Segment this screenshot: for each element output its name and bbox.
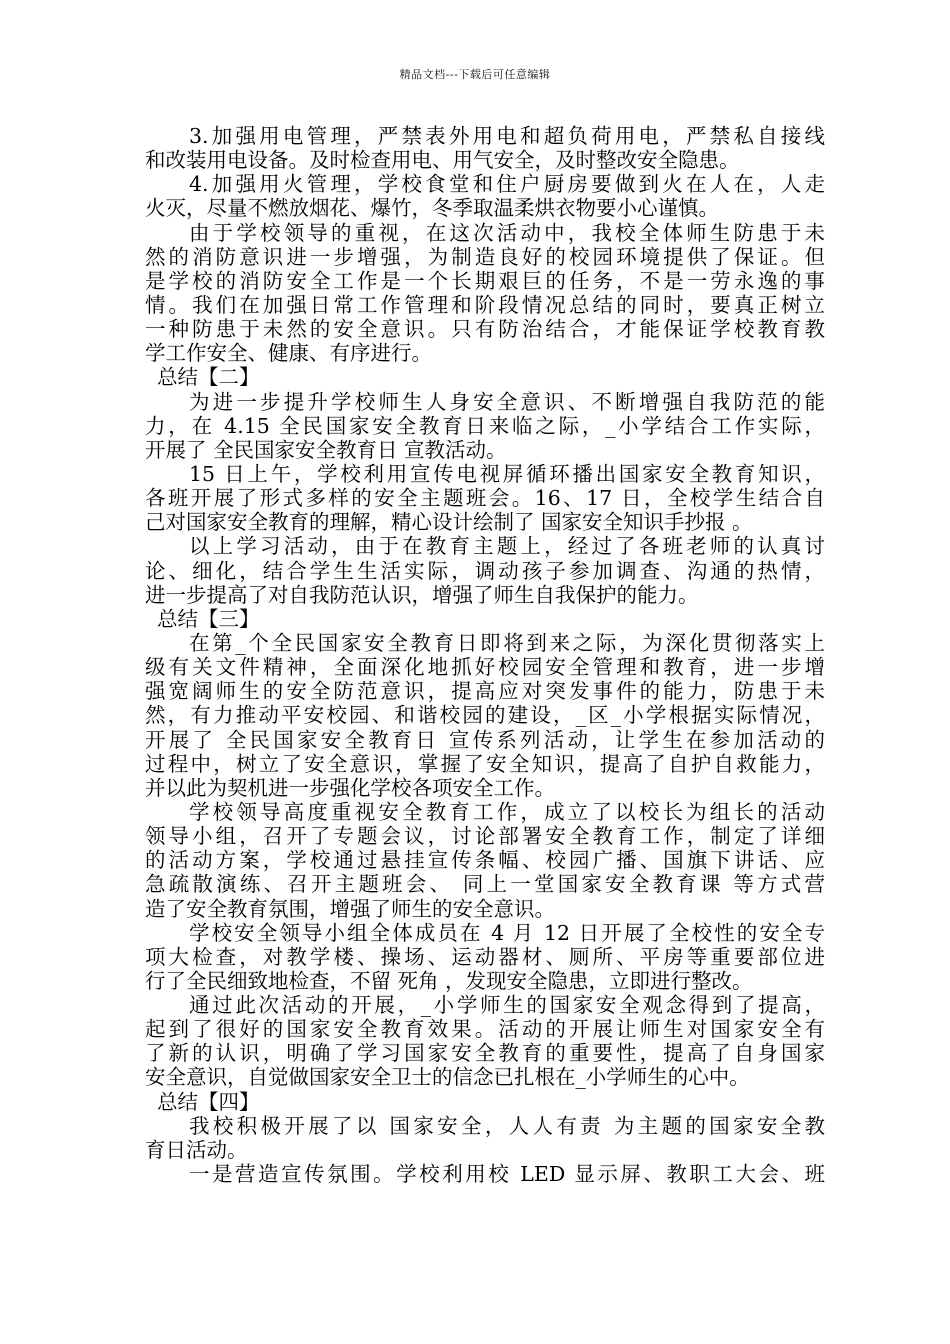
paragraph-line: 开展了 全民国家安全教育日 宣传系列活动，让学生在参加活动的 bbox=[145, 727, 825, 752]
paragraph-line: 安全意识，自觉做国家安全卫士的信念已扎根在_小学师生的心中。 bbox=[145, 1065, 750, 1090]
paragraph-line: 过程中，树立了安全意识，掌握了安全知识，提高了自护自救能力， bbox=[145, 751, 825, 776]
paragraph-line: 和改装用电设备。及时检查用电、用气安全，及时整改安全隐患。 bbox=[145, 148, 740, 173]
paragraph-line: 起到了很好的国家安全教育效果。活动的开展让师生对国家安全有 bbox=[145, 1017, 825, 1042]
paragraph-line: 为进一步提升学校师生人身安全意识、不断增强自我防范的能 bbox=[189, 389, 825, 414]
paragraph-line: 项大检查，对教学楼、操场、运动器材、厕所、平房等重要部位进 bbox=[145, 944, 825, 969]
paragraph-line: 一种防患于未然的安全意识。只有防治结合，才能保证学校教育教 bbox=[145, 317, 825, 342]
paragraph-line: 火灭，尽量不燃放烟花、爆竹，冬季取温柔烘衣物要小心谨慎。 bbox=[145, 196, 719, 221]
paragraph-line: 情。我们在加强日常工作管理和阶段情况总结的同时，要真正树立 bbox=[145, 292, 825, 317]
paragraph-line: 学校安全领导小组全体成员在 4 月 12 日开展了全校性的安全专 bbox=[189, 920, 825, 945]
document-body bbox=[145, 124, 825, 1186]
paragraph-line: 论、细化，结合学生生活实际，调动孩子参加调查、沟通的热情， bbox=[145, 558, 825, 583]
paragraph-line: 造了安全教育氛围，增强了师生的安全意识。 bbox=[145, 896, 555, 921]
paragraph-line: 强宽阔师生的安全防范意识，提高应对突发事件的能力，防患于未 bbox=[145, 679, 825, 704]
paragraph-line: 一是营造宣传氛围。学校利用校 LED 显示屏、教职工大会、班 bbox=[189, 1162, 825, 1187]
paragraph-line: 行了全民细致地检查，不留 死角 ，发现安全隐患，立即进行整改。 bbox=[145, 968, 753, 993]
paragraph-line: 15 日上午，学校利用宣传电视屏循环播出国家安全教育知识， bbox=[189, 461, 825, 486]
paragraph-line: 学校领导高度重视安全教育工作，成立了以校长为组长的活动 bbox=[189, 799, 825, 824]
paragraph-line: 开展了 全民国家安全教育日 宣教活动。 bbox=[145, 437, 507, 462]
section-heading: 总结【四】 bbox=[157, 1089, 260, 1114]
paragraph-line: 我校积极开展了以 国家安全，人人有责 为主题的国家安全教 bbox=[189, 1113, 825, 1138]
paragraph-line: 领导小组，召开了专题会议，讨论部署安全教育工作，制定了详细 bbox=[145, 824, 825, 849]
paragraph-line: 以上学习活动，由于在教育主题上，经过了各班老师的认真讨 bbox=[189, 534, 825, 559]
paragraph-line: 级有关文件精神，全面深化地抓好校园安全管理和教育，进一步增 bbox=[145, 655, 825, 680]
paragraph-line: 然，有力推动平安校园、和谐校园的建设，_区_小学根据实际情况， bbox=[145, 703, 825, 728]
section-heading: 总结【二】 bbox=[157, 365, 260, 390]
paragraph-line: 学工作安全、健康、有序进行。 bbox=[145, 341, 432, 366]
paragraph-line: 是学校的消防安全工作是一个长期艰巨的任务，不是一劳永逸的事 bbox=[145, 268, 825, 293]
paragraph-line: 并以此为契机进一步强化学校各项安全工作。 bbox=[145, 775, 555, 800]
section-heading: 总结【三】 bbox=[157, 606, 260, 631]
paragraph-line: 进一步提高了对自我防范认识，增强了师生自我保护的能力。 bbox=[145, 582, 699, 607]
paragraph-line: 3.加强用电管理，严禁表外用电和超负荷用电，严禁私自接线 bbox=[189, 124, 825, 148]
paragraph-line: 力，在 4.15 全民国家安全教育日来临之际，_小学结合工作实际， bbox=[145, 413, 825, 438]
paragraph-line: 育日活动。 bbox=[145, 1137, 248, 1162]
paragraph-line: 4.加强用火管理，学校食堂和住户厨房要做到火在人在，人走 bbox=[189, 172, 825, 197]
paragraph-line: 由于学校领导的重视，在这次活动中，我校全体师生防患于未 bbox=[189, 220, 825, 245]
paragraph-line: 各班开展了形式多样的安全主题班会。16、17 日，全校学生结合自 bbox=[145, 486, 825, 511]
paragraph-line: 通过此次活动的开展，_小学师生的国家安全观念得到了提高， bbox=[189, 993, 825, 1018]
paragraph-line: 己对国家安全教育的理解，精心设计绘制了 国家安全知识手抄报 。 bbox=[145, 510, 753, 535]
paragraph-line: 急疏散演练、召开主题班会、 同上一堂国家安全教育课 等方式营 bbox=[145, 872, 825, 897]
paragraph-line: 了新的认识，明确了学习国家安全教育的重要性，提高了自身国家 bbox=[145, 1041, 825, 1066]
paragraph-line: 的活动方案，学校通过悬挂宣传条幅、校园广播、国旗下讲话、应 bbox=[145, 848, 825, 873]
paragraph-line: 然的消防意识进一步增强，为制造良好的校园环境提供了保证。但 bbox=[145, 244, 825, 269]
paragraph-line: 在第_个全民国家安全教育日即将到来之际，为深化贯彻落实上 bbox=[189, 630, 825, 655]
page-header: 精品文档---下载后可任意编辑 bbox=[399, 68, 551, 81]
